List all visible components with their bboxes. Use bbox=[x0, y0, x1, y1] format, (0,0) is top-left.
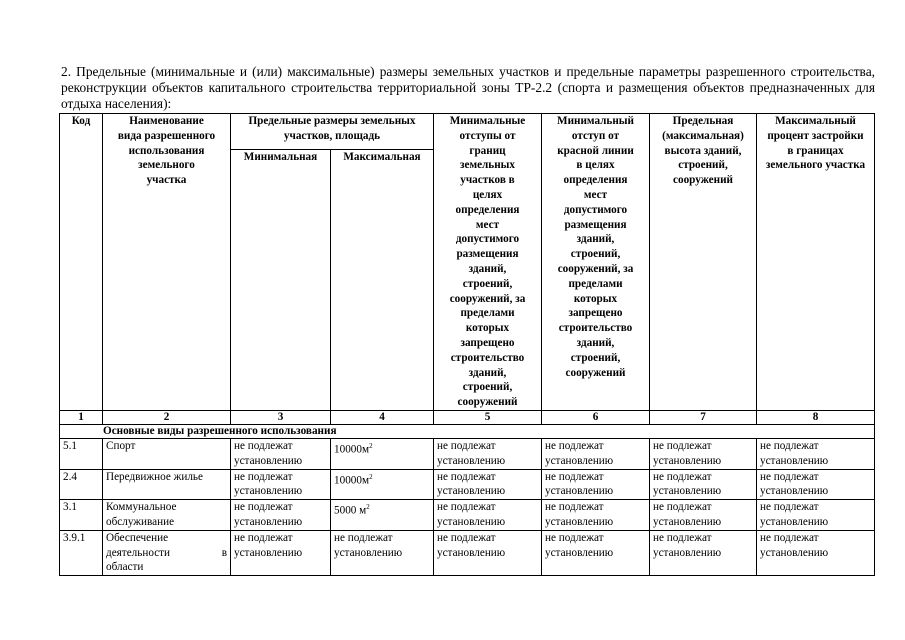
row-red-line-setback: не подлежат установлению bbox=[542, 530, 650, 575]
column-number: 7 bbox=[650, 410, 757, 424]
row-min-size: не подлежат установлению bbox=[231, 530, 331, 575]
row-code: 3.9.1 bbox=[60, 530, 103, 575]
column-number-row bbox=[60, 410, 875, 424]
column-number: 2 bbox=[103, 410, 231, 424]
row-max-height: не подлежат установлению bbox=[650, 500, 757, 531]
header-red-line-setback: Минимальный отступ от красной линии в целях определения мест допустимого размещения зданий, строений, сооружений, за пределами которых запрещено строительство зданий, строений, сооружений bbox=[542, 114, 650, 411]
row-red-line-setback: не подлежат установлению bbox=[542, 469, 650, 500]
row-min-size: не подлежат установлению bbox=[231, 469, 331, 500]
row-max-coverage: не подлежат установлению bbox=[757, 530, 875, 575]
column-number: 8 bbox=[757, 410, 875, 424]
row-max-size: $10000м^2$ bbox=[331, 438, 434, 469]
row-min-size: не подлежат установлению bbox=[231, 500, 331, 531]
row-max-coverage: не подлежат установлению bbox=[757, 438, 875, 469]
header-plot-size: Предельные размеры земельных участков, площадь bbox=[231, 114, 434, 150]
header-max-height: Предельная (максимальная) высота зданий, строений, сооружений bbox=[650, 114, 757, 411]
row-use-name: Коммунальное обслуживание bbox=[103, 500, 231, 531]
column-number: 6 bbox=[542, 410, 650, 424]
table-row bbox=[60, 500, 875, 531]
row-red-line-setback: не подлежат установлению bbox=[542, 438, 650, 469]
row-setback: не подлежат установлению bbox=[434, 530, 542, 575]
row-setback: не подлежат установлению bbox=[434, 500, 542, 531]
row-max-coverage: не подлежат установлению bbox=[757, 469, 875, 500]
row-max-height: не подлежат установлению bbox=[650, 469, 757, 500]
header-max-size: Максимальная bbox=[331, 150, 434, 411]
column-number: 4 bbox=[331, 410, 434, 424]
row-max-height: не подлежат установлению bbox=[650, 438, 757, 469]
section-title: Основные виды разрешенного использования bbox=[60, 424, 875, 438]
table-row bbox=[60, 438, 875, 469]
intro-paragraph: 2. Предельные (минимальные и (или) максимальные) размеры земельных участков и предельные параметры разрешенного строительства, реконструкции объектов капитального строительства территориальной зоны ТР-2.2 (спорта и размещения объектов предназначенных для отдыха населения): bbox=[61, 64, 875, 111]
row-max-size: 5000 $м^2$ bbox=[331, 500, 434, 531]
column-number: 5 bbox=[434, 410, 542, 424]
header-min-size: Минимальная bbox=[231, 150, 331, 411]
row-max-size: не подлежат установлению bbox=[331, 530, 434, 575]
table-row bbox=[60, 530, 875, 575]
row-red-line-setback: не подлежат установлению bbox=[542, 500, 650, 531]
row-use-name: Спорт bbox=[103, 438, 231, 469]
row-max-height: не подлежат установлению bbox=[650, 530, 757, 575]
table-row bbox=[60, 469, 875, 500]
header-code: Код bbox=[60, 114, 103, 411]
row-max-coverage: не подлежат установлению bbox=[757, 500, 875, 531]
row-use-name: Передвижное жилье bbox=[103, 469, 231, 500]
section-row bbox=[60, 424, 875, 438]
row-use-name-line: Обеспечение bbox=[106, 531, 169, 544]
row-min-size: не подлежат установлению bbox=[231, 438, 331, 469]
row-use-name-line: деятельности в bbox=[106, 546, 227, 559]
header-max-coverage: Максимальный процент застройки в границах земельного участка bbox=[757, 114, 875, 411]
row-use-name-line: области bbox=[106, 561, 144, 574]
row-max-size: $10000м^2$ bbox=[331, 469, 434, 500]
header-setback: Минимальные отступы от границ земельных участков в целях определения мест допустимого размещения зданий, строений, сооружений, за пределами которых запрещено строительство зданий, строений, сооружений bbox=[434, 114, 542, 411]
column-number: 3 bbox=[231, 410, 331, 424]
row-code: 2.4 bbox=[60, 469, 103, 500]
row-code: 3.1 bbox=[60, 500, 103, 531]
zone-parameters-table bbox=[59, 113, 875, 576]
header-use-name: Наименование вида разрешенного использования земельного участка bbox=[103, 114, 231, 411]
column-number: 1 bbox=[60, 410, 103, 424]
row-use-name bbox=[103, 530, 231, 575]
row-setback: не подлежат установлению bbox=[434, 469, 542, 500]
row-setback: не подлежат установлению bbox=[434, 438, 542, 469]
row-code: 5.1 bbox=[60, 438, 103, 469]
